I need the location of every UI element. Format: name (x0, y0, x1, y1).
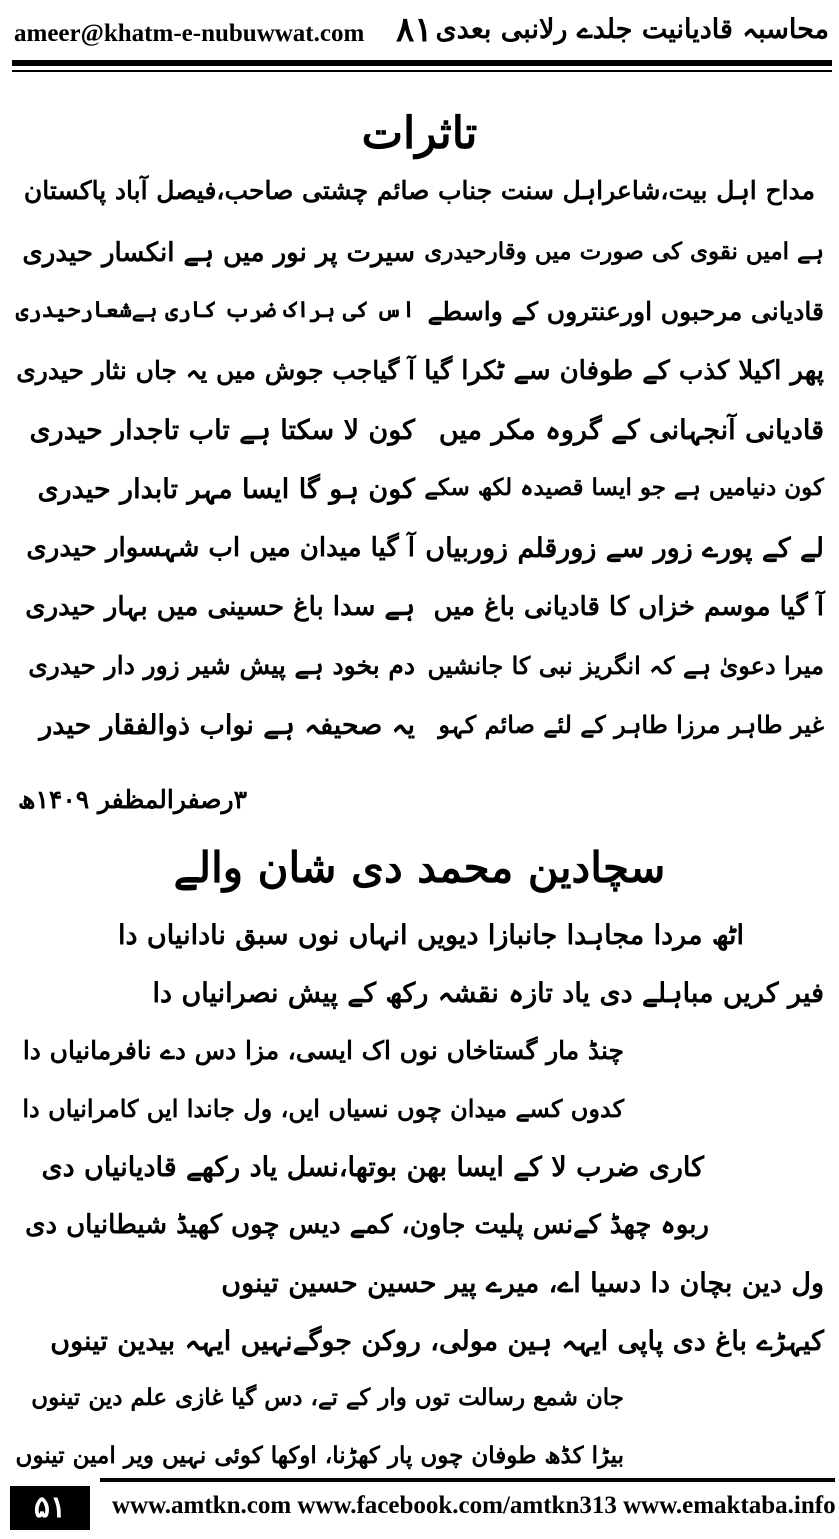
couplet-first-line: قادیانی آنجہانی کے گروہ مکر میں (438, 415, 824, 446)
poem-line: کدوں کسے میدان چوں نسیاں ایں، ول جاندا ایں کامرانیاں دا (22, 1094, 624, 1123)
section1-title: تاثرات (361, 108, 478, 159)
header-page-number: ۸۱ (396, 10, 433, 50)
couplet-second-line: ہے سدا باغ حسینی میں بہار حیدری (25, 592, 415, 622)
couplet (0, 415, 839, 475)
poem-line: ربوہ چھڈ کےنس پلیت جاون، کمے دیس چوں کھیڈ شیطانیاں دی (25, 1210, 709, 1240)
couplet-second-line: آ گیاجب جوش میں یہ جاں نثار حیدری (16, 356, 415, 385)
poem-line: چنڈ مار گستاخاں نوں اک ایسی، مزا دس دے نافرمانیاں دا (22, 1036, 624, 1065)
couplet-first-line: کون دنیامیں ہے جو ایسا قصیدہ لکھ سکے (424, 474, 824, 501)
header-rule-thin (12, 70, 832, 72)
couplet-second-line: یہ صحیفہ ہے نواب ذوالفقار حیدر (39, 710, 415, 741)
couplet-second-line: کون ہو گا ایسا مہر تابدار حیدری (37, 474, 415, 505)
couplet (0, 592, 839, 652)
couplet (0, 297, 839, 357)
couplet-first-line: ہے امیں نقوی کی صورت میں وقارحیدری (424, 238, 824, 265)
header-book-title: محاسبہ قادیانیت جلدے رلانبی بعدی (435, 14, 829, 45)
couplet (0, 356, 839, 416)
page-header (0, 0, 839, 82)
couplet-second-line: آ گیا میدان میں اب شہسوار حیدری (26, 533, 415, 563)
poem-line: کاری ضرب لا کے ایسا بھن بوتھا،نسل یاد رکھے قادیانیاں دی (41, 1152, 704, 1183)
couplet (0, 533, 839, 593)
header-email: ameer@khatm-e-nubuwwat.com (14, 20, 365, 47)
section2-title: سچادین محمد دی شان والے (173, 843, 666, 892)
poem-line: ول دین بچان دا دسیا اے، میرے پیر حسین حسین تینوں (221, 1268, 824, 1299)
footer-rule (100, 1478, 835, 1482)
couplet-first-line: لے کے پورے زور سے زورقلم زوربیاں (425, 533, 824, 564)
couplet-first-line: میرا دعویٰ ہے کہ انگریز نبی کا جانشیں (427, 651, 824, 680)
footer-links: www.amtkn.com www.facebook.com/amtkn313 www.emaktaba.info (112, 1492, 836, 1519)
couplet-first-line: پھر اکیلا کذب کے طوفان سے ٹکرا گیا (424, 356, 824, 386)
footer-page-number: ۵۱ (10, 1486, 90, 1530)
poem-line: فیر کریں مباہلے دی یاد تازہ نقشہ رکھ کے پیش نصرانیاں دا (152, 978, 824, 1009)
couplet-second-line: کون لا سکتا ہے تاب تاجدار حیدری (29, 415, 415, 446)
couplet (0, 238, 839, 298)
poem-line: جان شمع رسالت توں وار کے تے، دس گیا غازی علم دین تینوں (31, 1384, 624, 1411)
couplet-second-line: اس کی ہراک ضرب کاری ہےشعارحیدری (15, 297, 415, 323)
couplet-second-line: سیرت پر نور میں ہے انکسار حیدری (22, 238, 415, 268)
poem-line: اٹھ مردا مجاہدا جانبازا دیویں انہاں نوں سبق نادانیاں دا (117, 920, 744, 951)
poem-line: بیڑا کڈھ طوفان چوں پار کھڑنا، اوکھا کوئی نہیں ویر امین تینوں (15, 1442, 624, 1469)
poem-date: ۳رصفرالمظفر ۱۴۰۹ھ (18, 785, 248, 814)
header-rule-thick (12, 60, 832, 66)
couplet-first-line: غیر طاہر مرزا طاہر کے لئے صائم کہو (438, 710, 824, 739)
couplet-second-line: دم بخود ہے پیش شیر زور دار حیدری (28, 651, 415, 680)
couplet (0, 651, 839, 711)
couplet-first-line: آ گیا موسم خزاں کا قادیانی باغ میں (433, 592, 824, 622)
section1-subtitle: مداح اہل بیت،شاعراہل سنت جناب صائم چشتی صاحب،فیصل آباد پاکستان (23, 176, 816, 205)
couplet-first-line: قادیانی مرحبوں اورعنتروں کے واسطے (427, 297, 824, 326)
couplet (0, 710, 839, 770)
couplet (0, 474, 839, 534)
poem-line: کیہڑے باغ دی پاپی ایہہ ہین مولی، روکن جوگےنہیں ایہہ بیدین تینوں (50, 1326, 824, 1357)
